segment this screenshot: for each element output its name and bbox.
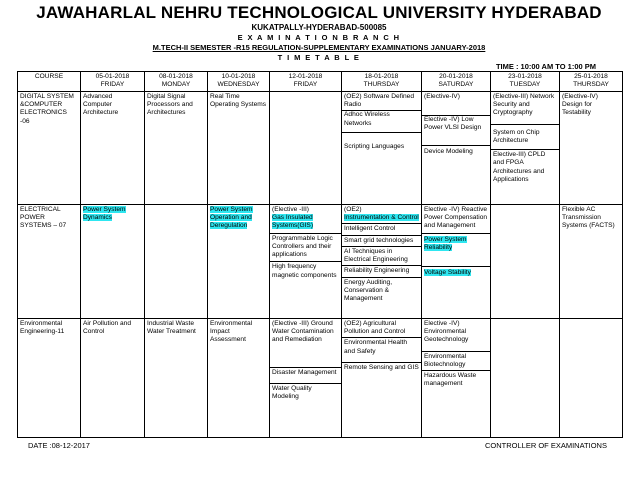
- subject-entry: Device Modeling: [424, 147, 473, 155]
- subject-cell: [342, 319, 422, 438]
- subject-entry: Environmental Health and Safety: [342, 338, 421, 362]
- subject-cell: Flexible AC Transmission Systems (FACTS): [560, 205, 623, 319]
- subject-entry: Intelligent Control: [342, 224, 421, 235]
- subject-cell: Real Time Operating Systems: [208, 92, 270, 205]
- col-date: 05-01-2018 FRIDAY: [81, 72, 145, 92]
- subject-entry: Energy Auditing, Conservation & Management: [344, 278, 393, 303]
- subject-entry: System on Chip Architecture: [491, 125, 559, 150]
- exam-title: M.TECH-II SEMESTER -R15 REGULATION-SUPPLEMENTARY EXAMINATIONS JANUARY-2018: [152, 43, 486, 52]
- subject-entry: Instrumentation & Control: [344, 214, 419, 222]
- university-title: JAWAHARLAL NEHRU TECHNOLOGICAL UNIVERSITY HYDERABAD: [36, 3, 602, 22]
- subject-entry: (Elective -III): [272, 206, 310, 213]
- subject-entry: Elective -IV) Environmental Geotechnology: [422, 320, 490, 352]
- table-row: [18, 319, 623, 438]
- subject-entry: Voltage Stability: [424, 269, 471, 277]
- subject-cell: Air Pollution and Control: [81, 319, 145, 438]
- subject-cell: [145, 205, 208, 319]
- subject-cell: [342, 92, 422, 205]
- subject-cell: [422, 205, 491, 319]
- subject-cell: [270, 92, 342, 205]
- subject-cell: [270, 319, 342, 438]
- subject-wrap: [342, 214, 421, 224]
- timetable: [17, 71, 623, 438]
- subject-cell: [422, 319, 491, 438]
- subject-entry: Environmental Biotechnology: [422, 352, 490, 371]
- subject-cell: Advanced Computer Architecture: [81, 92, 145, 205]
- subject-entry: Elective-III) CPLD and FPGA Architectures and Applications: [493, 151, 546, 183]
- subject-entry: (Elective-IV): [422, 93, 490, 116]
- col-date: 25-01-2018 THURSDAY: [560, 72, 623, 92]
- timetable-title: T I M E T A B L E: [277, 53, 361, 62]
- controller-signature: CONTROLLER OF EXAMINATIONS: [485, 441, 607, 450]
- subject-cell: [342, 205, 422, 319]
- header-row: [18, 72, 623, 92]
- col-date: 23-01-2018 TUESDAY: [491, 72, 560, 92]
- col-course: COURSE: [18, 72, 81, 92]
- subject-cell: Industrial Waste Water Treatment: [145, 319, 208, 438]
- col-date: 20-01-2018 SATURDAY: [422, 72, 491, 92]
- subject-entry: Power System Operation and Deregulation: [210, 206, 253, 230]
- subject-cell: Digital Signal Processors and Architectures: [145, 92, 208, 205]
- subject-cell: [270, 205, 342, 319]
- table-row: [18, 92, 623, 205]
- subject-entry: Power System Dynamics: [83, 206, 126, 222]
- subject-entry: Power System Reliability: [424, 235, 467, 251]
- subject-cell: [81, 205, 145, 319]
- subject-wrap: [422, 234, 490, 267]
- subject-entry: (Elective-III) Network Security and Cryptography: [491, 93, 559, 125]
- subject-entry: (OE2) Software Defined Radio: [342, 93, 421, 111]
- col-date: 18-01-2018 THURSDAY: [342, 72, 422, 92]
- subject-entry: Programmable Logic Controllers and their applications: [270, 234, 341, 263]
- subject-cell: [491, 92, 560, 205]
- col-date: 12-01-2018 FRIDAY: [270, 72, 342, 92]
- subject-entry: (OE2): [344, 206, 362, 213]
- subject-entry: Water Quality Modeling: [272, 384, 312, 401]
- subject-entry: Disaster Management: [270, 368, 341, 384]
- exam-time: TIME : 10:00 AM TO 1:00 PM: [495, 62, 596, 71]
- col-date: 10-01-2018 WEDNESDAY: [208, 72, 270, 92]
- subject-cell: [560, 319, 623, 438]
- issue-date: DATE :08-12-2017: [28, 441, 90, 450]
- subject-entry: (OE2) Agricultural Pollution and Control: [342, 320, 421, 338]
- table-row: [18, 205, 623, 319]
- subject-entry: AI Techniques in Electrical Engineering: [342, 247, 421, 266]
- course-cell: Environmental Engineering-11: [18, 319, 81, 438]
- subject-wrap: [270, 214, 341, 233]
- subject-entry: (Elective -III) Ground Water Contamination and Remediation: [270, 320, 341, 368]
- subject-entry: Hazardous Waste management: [424, 372, 477, 388]
- subject-entry: Adhoc Wireless Networks: [342, 111, 421, 132]
- branch: E X A M I N A T I O N B R A N C H: [237, 33, 401, 42]
- subject-cell: [422, 92, 491, 205]
- subject-entry: Elective -IV) Low Power VLSI Design: [422, 116, 490, 145]
- course-cell: ELECTRICAL POWER SYSTEMS – 07: [18, 205, 81, 319]
- subject-entry: Smart grid technologies: [342, 236, 421, 247]
- subject-cell: [491, 319, 560, 438]
- subject-cell: Environmental Impact Assessment: [208, 319, 270, 438]
- course-cell: DIGITAL SYSTEM &COMPUTER ELECTRONICS -06: [18, 92, 81, 205]
- subject-cell: [491, 205, 560, 319]
- subject-entry: Remote Sensing and GIS: [344, 363, 419, 371]
- location: KUKATPALLY-HYDERABAD-500085: [251, 23, 387, 32]
- subject-entry: Scripting Languages: [344, 142, 405, 150]
- subject-entry: Gas Insulated Systems(GIS): [272, 214, 314, 230]
- subject-entry: Elective -IV) Reactive Power Compensation and Management: [422, 206, 490, 234]
- subject-wrap: [424, 267, 488, 277]
- subject-entry: High frequency magnetic components: [272, 263, 337, 279]
- subject-entry: Reliability Engineering: [342, 266, 421, 277]
- col-date: 08-01-2018 MONDAY: [145, 72, 208, 92]
- subject-cell: (Elective-IV) Design for Testability: [560, 92, 623, 205]
- subject-cell: [208, 205, 270, 319]
